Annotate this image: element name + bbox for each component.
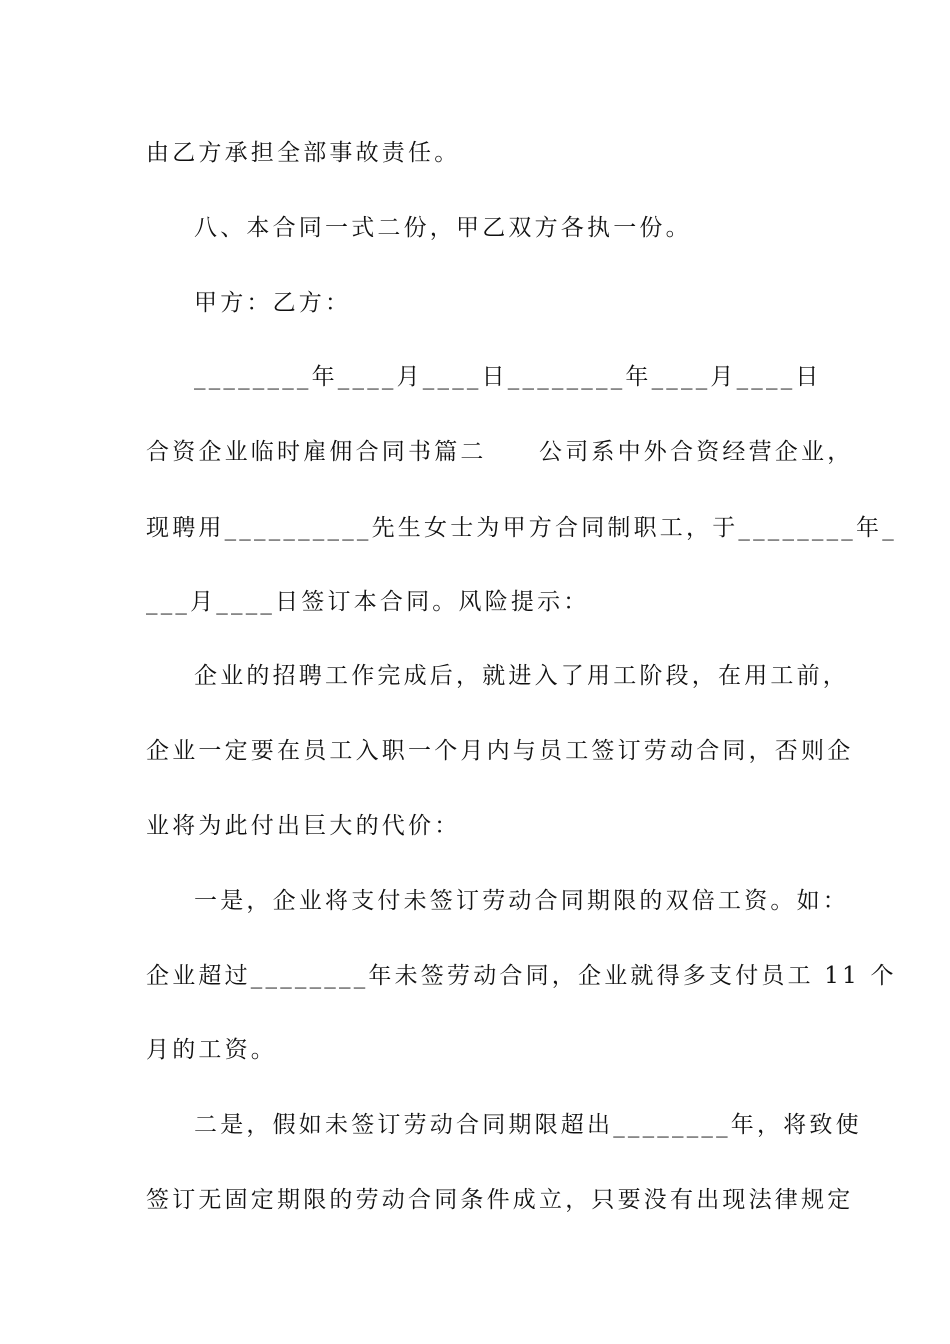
paragraph-line: 一是，企业将支付未签订劳动合同期限的双倍工资。如：	[194, 888, 849, 914]
paragraph-line: 八、本合同一式二份，甲乙双方各执一份。	[194, 215, 692, 241]
paragraph-line: 企业的招聘工作完成后，就进入了用工阶段，在用工前，	[194, 663, 849, 689]
paragraph-line: 签订无固定期限的劳动合同条件成立，只要没有出现法律规定	[146, 1187, 854, 1213]
paragraph-line: 月的工资。	[146, 1037, 277, 1063]
paragraph-line: 由乙方承担全部事故责任。	[146, 140, 461, 166]
paragraph-line: 二是，假如未签订劳动合同期限超出________年，将致使	[194, 1112, 862, 1138]
section-title-line: 合资企业临时雇佣合同书篇二 公司系中外合资经营企业，	[146, 439, 854, 465]
paragraph-line: 业将为此付出巨大的代价：	[146, 813, 461, 839]
paragraph-line: ___月____日签订本合同。风险提示：	[146, 589, 590, 615]
paragraph-line: 现聘用__________先生女士为甲方合同制职工，于________年_	[146, 515, 897, 541]
signature-parties-line: 甲方：乙方：	[194, 290, 352, 316]
paragraph-line: 企业超过________年未签劳动合同，企业就得多支付员工 11 个	[146, 963, 897, 989]
signature-date-line: ________年____月____日________年____月____日	[194, 364, 822, 390]
paragraph-line: 企业一定要在员工入职一个月内与员工签订劳动合同，否则企	[146, 738, 854, 764]
